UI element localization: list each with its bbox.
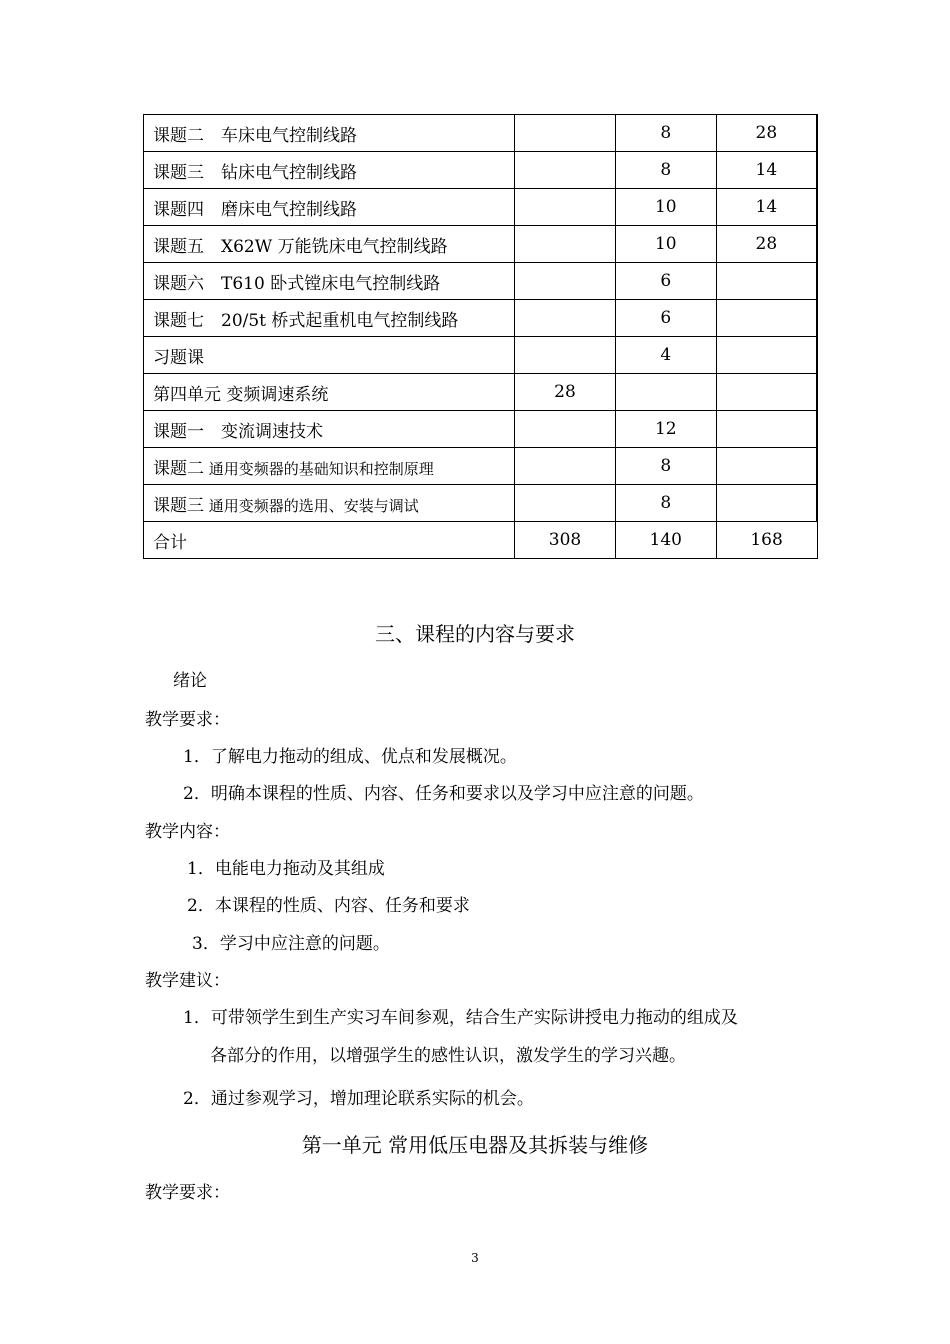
table-cell: 习题课 xyxy=(144,337,515,374)
table-cell xyxy=(515,448,616,485)
req-label: 教学要求： xyxy=(145,710,230,730)
table-cell xyxy=(515,411,616,448)
table-cell: 140 xyxy=(615,522,716,559)
table-cell: 10 xyxy=(615,226,716,263)
table-cell xyxy=(716,411,817,448)
table-cell xyxy=(515,263,616,300)
table-cell: 课题七 20/5t 桥式起重机电气控制线路 xyxy=(144,300,515,337)
table-row xyxy=(144,448,818,485)
table-cell xyxy=(716,374,817,411)
table-cell xyxy=(515,226,616,263)
table-cell: 合计 xyxy=(144,522,515,559)
table-cell xyxy=(515,115,616,152)
advice-item-2: 2．通过参观学习，增加理论联系实际的机会。 xyxy=(183,1089,534,1109)
page-number: 3 xyxy=(471,1251,479,1265)
table-cell: 8 xyxy=(615,152,716,189)
table-cell xyxy=(515,189,616,226)
table-cell: 课题一 变流调速技术 xyxy=(144,411,515,448)
table-cell xyxy=(515,485,616,522)
content-label: 教学内容： xyxy=(145,822,230,842)
table-cell: 308 xyxy=(515,522,616,559)
table-cell: 28 xyxy=(716,115,817,152)
advice-item-1-line-1: 1．可带领学生到生产实习车间参观，结合生产实际讲授电力拖动的组成及 xyxy=(183,1008,738,1028)
table-row xyxy=(144,485,818,522)
table-cell: 6 xyxy=(615,263,716,300)
course-hours-table xyxy=(143,114,818,559)
table-cell xyxy=(716,485,817,522)
table-cell: 课题五 X62W 万能铣床电气控制线路 xyxy=(144,226,515,263)
table-cell: 8 xyxy=(615,448,716,485)
req-item-2: 2．明确本课程的性质、内容、任务和要求以及学习中应注意的问题。 xyxy=(183,784,704,804)
table-row xyxy=(144,115,818,152)
content-item-1: 1．电能电力拖动及其组成 xyxy=(187,859,385,879)
table-cell: 28 xyxy=(716,226,817,263)
table-cell xyxy=(615,374,716,411)
unit1-title: 第一单元 常用低压电器及其拆装与维修 xyxy=(301,1133,649,1157)
table-cell: 课题三 通用变频器的选用、安装与调试 xyxy=(144,485,515,522)
table-cell: 课题三 钻床电气控制线路 xyxy=(144,152,515,189)
table-cell xyxy=(716,448,817,485)
table-body xyxy=(144,115,818,559)
table-cell: 14 xyxy=(716,189,817,226)
table-cell: 8 xyxy=(615,115,716,152)
table-row xyxy=(144,337,818,374)
table-cell: 10 xyxy=(615,189,716,226)
table-row xyxy=(144,263,818,300)
advice-item-1-line-2: 各部分的作用，以增强学生的感性认识，激发学生的学习兴趣。 xyxy=(210,1046,686,1066)
table-cell xyxy=(716,337,817,374)
topic-subtitle: 通用变频器的基础知识和控制原理 xyxy=(204,459,434,478)
intro-heading: 绪论 xyxy=(173,671,207,691)
table-cell: 12 xyxy=(615,411,716,448)
advice-label: 教学建议： xyxy=(145,971,230,991)
unit1-req-label: 教学要求： xyxy=(145,1183,230,1203)
table-cell: 课题二 车床电气控制线路 xyxy=(144,115,515,152)
section-title: 三、课程的内容与要求 xyxy=(375,622,575,646)
table-cell xyxy=(515,300,616,337)
table-row xyxy=(144,300,818,337)
req-item-1: 1．了解电力拖动的组成、优点和发展概况。 xyxy=(183,747,517,767)
topic-subtitle: 通用变频器的选用、安装与调试 xyxy=(204,496,419,515)
table-cell: 课题六 T610 卧式镗床电气控制线路 xyxy=(144,263,515,300)
table-row xyxy=(144,374,818,411)
table-cell: 4 xyxy=(615,337,716,374)
table-cell: 课题四 磨床电气控制线路 xyxy=(144,189,515,226)
table-cell: 28 xyxy=(515,374,616,411)
table-cell: 168 xyxy=(716,522,817,559)
table-row xyxy=(144,189,818,226)
table-cell: 14 xyxy=(716,152,817,189)
table-cell: 6 xyxy=(615,300,716,337)
table-cell: 课题二 通用变频器的基础知识和控制原理 xyxy=(144,448,515,485)
table-cell xyxy=(515,337,616,374)
table-cell xyxy=(716,263,817,300)
table-cell: 8 xyxy=(615,485,716,522)
content-item-2: 2．本课程的性质、内容、任务和要求 xyxy=(187,896,470,916)
table-cell xyxy=(716,300,817,337)
table-row xyxy=(144,152,818,189)
table-row xyxy=(144,522,818,559)
content-item-3: 3．学习中应注意的问题。 xyxy=(192,934,390,954)
table-row xyxy=(144,226,818,263)
table-row xyxy=(144,411,818,448)
table-cell xyxy=(515,152,616,189)
table-cell: 第四单元 变频调速系统 xyxy=(144,374,515,411)
